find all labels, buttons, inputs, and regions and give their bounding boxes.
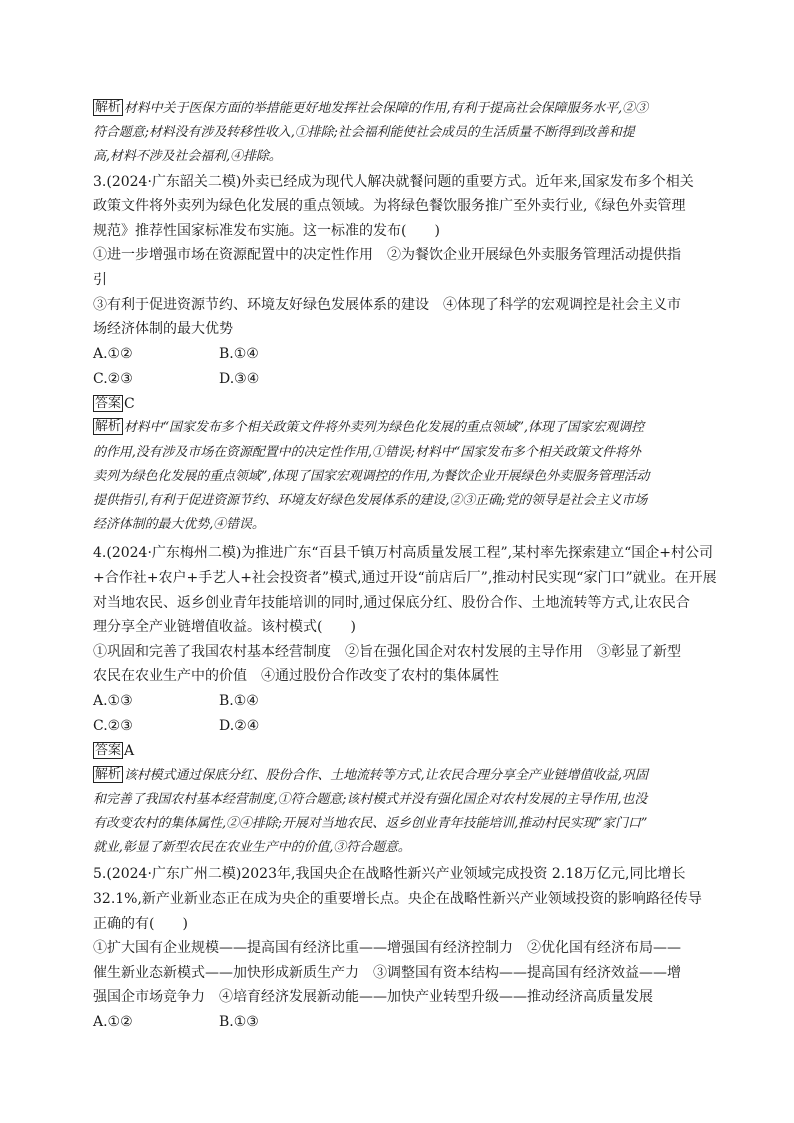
question-line: 对当地农民、返乡创业青年技能培训的同时,通过保底分红、股份合作、土地流转等方式,让农民合 (93, 594, 690, 611)
question-5 (93, 862, 703, 1035)
option-d: D.③④ (219, 370, 260, 387)
analysis-tag: 解析 (95, 419, 121, 435)
analysis-line: 高,材料不涉及社会福利,④排除。 (93, 149, 282, 165)
analysis-line: 符合题意;材料没有涉及转移性收入,①排除;社会福利能使社会成员的生活质量不断得到改善和提 (93, 125, 635, 141)
analysis-block-prev (93, 97, 703, 170)
analysis-line (93, 97, 703, 121)
answer-line (93, 739, 703, 764)
analysis-line (93, 416, 703, 440)
question-line: 5.(2024·广东广州二模)2023年,我国央企在战略性新兴产业领域完成投资 2.18万亿元,同比增长 (93, 866, 686, 883)
analysis-line: 的作用,没有涉及市场在资源配置中的决定性作用,①错误;材料中“国家发布多个相关政策文件将外 (93, 444, 641, 460)
question-line: 政策文件将外卖列为绿色化发展的重点领域。为将绿色餐饮服务推广至外卖行业,《绿色外卖管理 (93, 198, 686, 215)
statement-line: ①进一步增强市场在资源配置中的决定性作用 ②为餐饮企业开展绿色外卖服务管理活动提供指 (93, 247, 681, 264)
analysis-line: 和完善了我国农村基本经营制度,①符合题意;该村模式并没有强化国企对农村发展的主导作用,也没 (93, 791, 648, 807)
statement-line: 催生新业态新模式——加快形成新质生产力 ③调整国有资本结构——提高国有经济效益——增 (93, 964, 681, 981)
statement-line: ①扩大国有企业规模——提高国有经济比重——增强国有经济控制力 ②优化国有经济布局—— (93, 940, 681, 957)
analysis-line: 就业,彰显了新型农民在农业生产中的价值,③符合题意。 (93, 840, 411, 856)
option-c: C.②③ (93, 370, 133, 387)
analysis-line: 卖列为绿色化发展的重点领域”,体现了国家宏观调控的作用,为餐饮企业开展绿色外卖服务管理活动 (93, 468, 650, 484)
question-line: 理分享全产业链增值收益。该村模式( ) (93, 619, 356, 636)
question-3 (93, 170, 703, 538)
question-line: 3.(2024·广东韶关二模)外卖已经成为现代人解决就餐问题的重要方式。近年来,国家发布多个相关 (93, 173, 694, 190)
options-row (93, 1010, 703, 1035)
statement-line: 引 (93, 271, 107, 288)
options-row (93, 367, 703, 392)
answer-tag: 答案 (95, 742, 122, 758)
analysis-text: 材料中关于医保方面的举措能更好地发挥社会保障的作用,有利于提高社会保障服务水平,②③ (123, 101, 648, 116)
options-row (93, 689, 703, 714)
answer-line (93, 392, 703, 417)
option-a: A.①② (93, 345, 133, 362)
analysis-tag: 解析 (95, 766, 121, 782)
option-b: B.①④ (219, 692, 259, 709)
option-a: A.①③ (93, 692, 133, 709)
analysis-line (93, 764, 703, 788)
analysis-tag: 解析 (95, 100, 121, 115)
question-line: 4.(2024·广东梅州二模)为推进广东“百县千镇万村高质量发展工程”,某村率先探索建立“国企+村公司 (93, 545, 714, 562)
option-b: B.①④ (219, 345, 259, 362)
statement-line: ①巩固和完善了我国农村基本经营制度 ②旨在强化国企对农村发展的主导作用 ③彰显了新型 (93, 643, 681, 660)
option-a: A.①② (93, 1013, 133, 1030)
question-line: 正确的有( ) (93, 915, 188, 932)
statement-line: 强国企市场竞争力 ④培育经济发展新动能——加快产业转型升级——推动经济高质量发展 (93, 989, 653, 1006)
page-content (93, 97, 717, 1035)
answer-value: A (124, 742, 135, 759)
options-row (93, 342, 703, 367)
analysis-line: 提供指引,有利于促进资源节约、环境友好绿色发展体系的建设,②③正确;党的领导是社会主义市场 (93, 492, 648, 508)
answer-value: C (124, 395, 135, 412)
options-row (93, 714, 703, 739)
option-d: D.②④ (219, 717, 260, 734)
statement-line: 场经济体制的最大优势 (93, 321, 233, 338)
analysis-line: 经济体制的最大优势,④错误。 (93, 517, 265, 533)
option-b: B.①③ (219, 1013, 259, 1030)
question-line: +合作社+农户+手艺人+社会投资者”模式,通过开设“前店后厂”,推动村民实现“家门口”就业。在开展 (93, 569, 717, 586)
option-c: C.②③ (93, 717, 133, 734)
question-4 (93, 541, 717, 860)
analysis-text: 材料中“国家发布多个相关政策文件将外卖列为绿色化发展的重点领域”,体现了国家宏观调控 (123, 420, 645, 436)
statement-line: ③有利于促进资源节约、环境友好绿色发展体系的建设 ④体现了科学的宏观调控是社会主义市 (93, 296, 681, 313)
statement-line: 农民在农业生产中的价值 ④通过股份合作改变了农村的集体属性 (93, 668, 499, 685)
answer-tag: 答案 (95, 395, 122, 411)
analysis-text: 该村模式通过保底分红、股份合作、土地流转等方式,让农民合理分享全产业链增值收益,巩固 (123, 767, 648, 783)
analysis-line: 有改变农村的集体属性,②④排除;开展对当地农民、返乡创业青年技能培训,推动村民实现“家门口” (93, 815, 648, 831)
question-line: 32.1%,新产业新业态正在成为央企的重要增长点。央企在战略性新兴产业领域投资的影响路径传导 (93, 890, 702, 907)
question-line: 规范》推荐性国家标准发布实施。这一标准的发布( ) (93, 222, 440, 239)
